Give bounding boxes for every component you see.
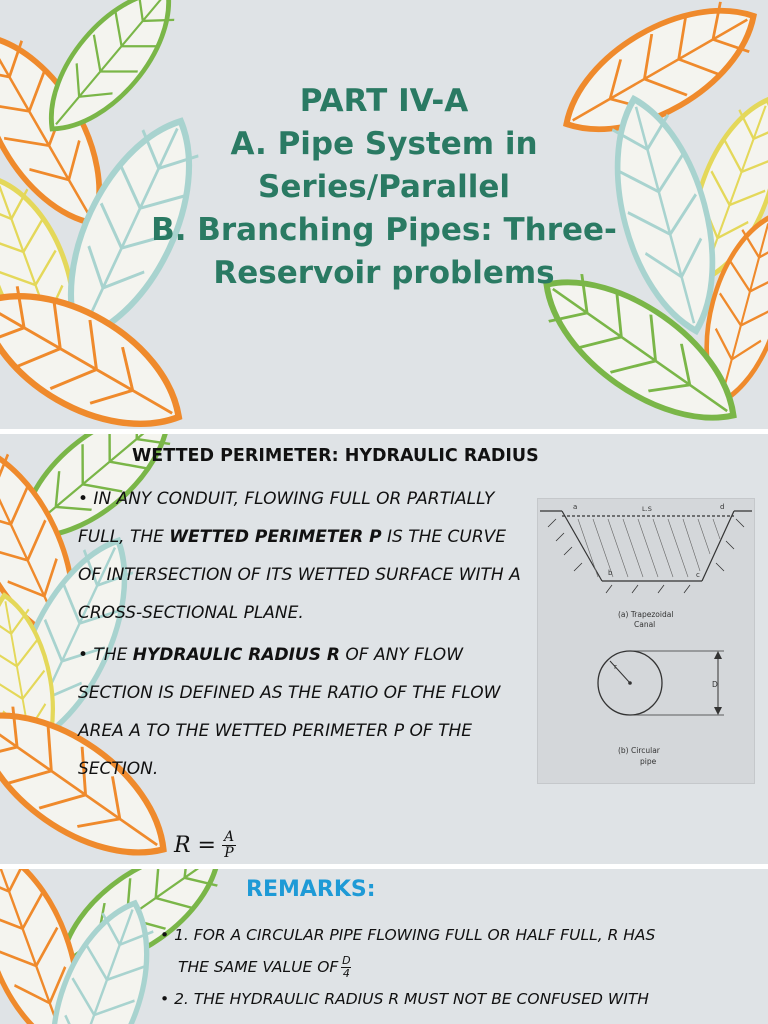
channel-diagram-photo (537, 498, 755, 784)
remark-2: • 2. THE HYDRAULIC RADIUS R MUST NOT BE CONFUSED WITH (160, 990, 649, 1008)
label-r: r (614, 663, 617, 671)
remarks-title: REMARKS: (246, 877, 376, 902)
remark-1-line-1: • 1. FOR A CIRCULAR PIPE FLOWING FULL OR HALF FULL, R HAS (160, 926, 656, 944)
caption-a-2: Canal (634, 620, 656, 629)
title-line: A. Pipe System in (230, 126, 538, 162)
label-b: b (608, 569, 613, 577)
label-D: D (712, 680, 718, 689)
title-slide (0, 0, 768, 429)
remarks-slide (0, 869, 768, 1024)
caption-b-2: pipe (640, 757, 657, 766)
caption-b: (b) Circular (618, 746, 660, 755)
hydraulic-radius-paragraph: • THE HYDRAULIC RADIUS R OF ANY FLOW SECTION IS DEFINED AS THE RATIO OF THE FLOW AREA A TO THE WETTED PERIMETER P OF THE SECTION. (78, 645, 501, 779)
label-a: a (573, 503, 578, 511)
slide-title (120, 80, 648, 295)
label-d: d (720, 503, 725, 511)
title-line: B. Branching Pipes: Three- (151, 212, 617, 248)
remark-1-line-2: THE SAME VALUE OF $\frac{D}{4}$ (178, 954, 351, 980)
trapezoidal-canal (540, 511, 752, 593)
circular-pipe (598, 651, 724, 715)
cross-section-diagram (538, 499, 754, 783)
wetted-perimeter-slide (0, 434, 768, 864)
label-c: c (696, 571, 700, 579)
section-heading: WETTED PERIMETER: HYDRAULIC RADIUS (132, 446, 539, 466)
caption-a: (a) Trapezoidal (618, 610, 674, 619)
label-ls: L.S (642, 505, 652, 513)
hydraulic-radius-formula: R = $\frac{A}{P}$ (174, 829, 235, 861)
remarks-list (160, 919, 760, 1015)
d-over-4-fraction: $\frac{D}{4}$ (342, 954, 351, 980)
body-text (78, 480, 526, 788)
wetted-perimeter-paragraph: • IN ANY CONDUIT, FLOWING FULL OR PARTIALLY FULL, THE WETTED PERIMETER P IS THE CURVE OF INTERSECTION OF ITS WETTED SURFACE WITH A CROSS-SECTIONAL PLANE. (78, 489, 521, 623)
title-line: PART IV-A (299, 83, 469, 119)
title-line: Reservoir problems (213, 255, 555, 291)
title-line: Series/Parallel (258, 169, 510, 205)
